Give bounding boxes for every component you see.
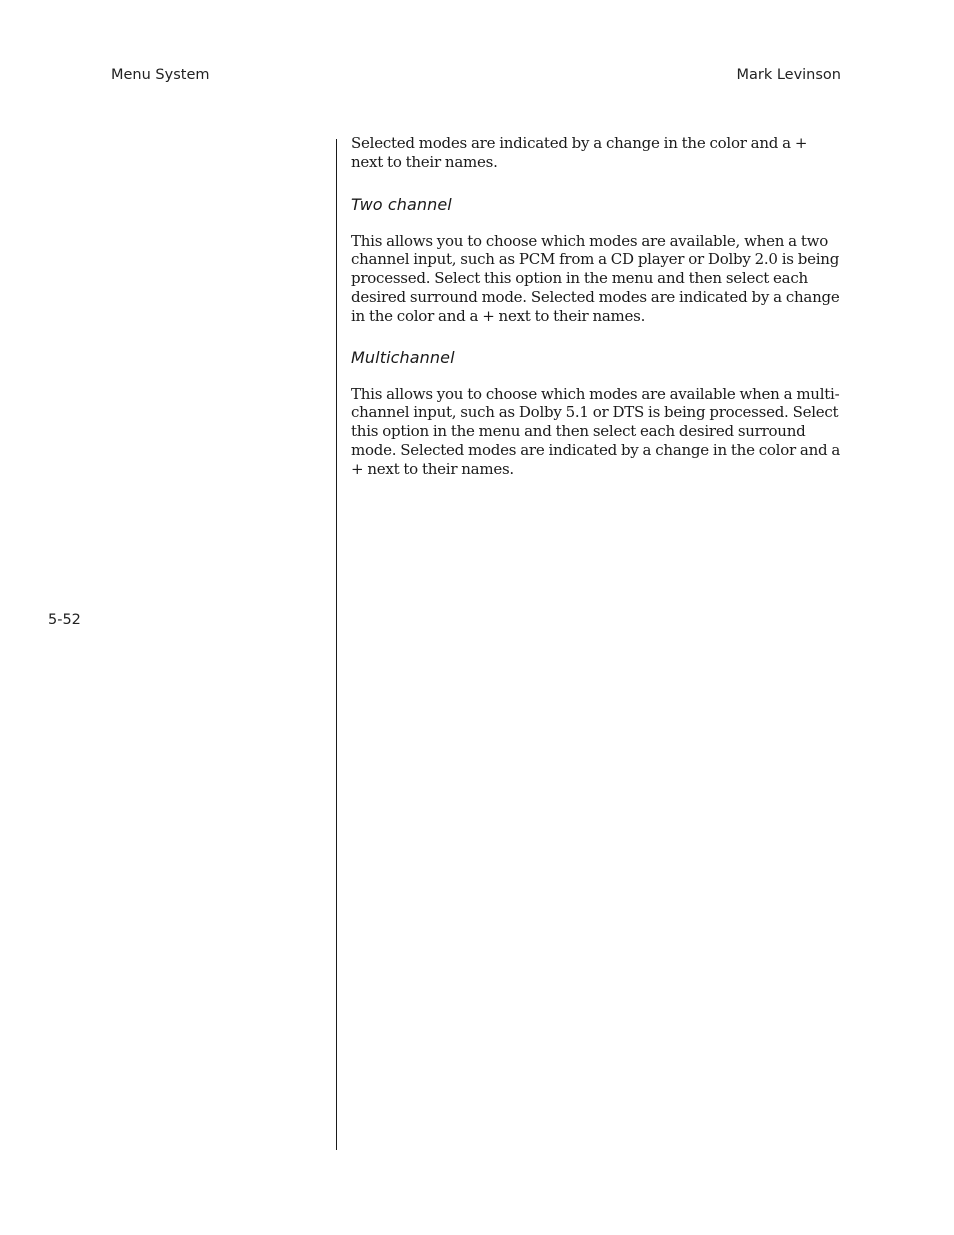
paragraph-two-channel: This allows you to choose which modes are available, when a two channel input, such as PCM from a CD player or Dolby 2.0 is being processed. Select this option in the menu and then select each desired surround mode. Selected modes are indicated by a change in the color and a + next to their names. xyxy=(351,231,840,325)
paragraph-multichannel: This allows you to choose which modes are available when a multi-channel input, such as Dolby 5.1 or DTS is being processed. Select this option in the menu and then select each desired surround mode. Selected modes are indicated by a change in the color and a + next to their names. xyxy=(351,384,841,478)
body-column xyxy=(351,134,843,479)
running-header-brand: Mark Levinson xyxy=(736,67,841,83)
heading-two-channel: Two channel xyxy=(351,194,452,214)
running-header-section: Menu System xyxy=(111,67,210,83)
page-number: 5-52 xyxy=(48,612,81,628)
intro-paragraph: Selected modes are indicated by a change in the color and a + next to their names. xyxy=(351,134,808,171)
heading-multichannel: Multichannel xyxy=(351,347,455,367)
margin-rule xyxy=(336,139,337,1150)
